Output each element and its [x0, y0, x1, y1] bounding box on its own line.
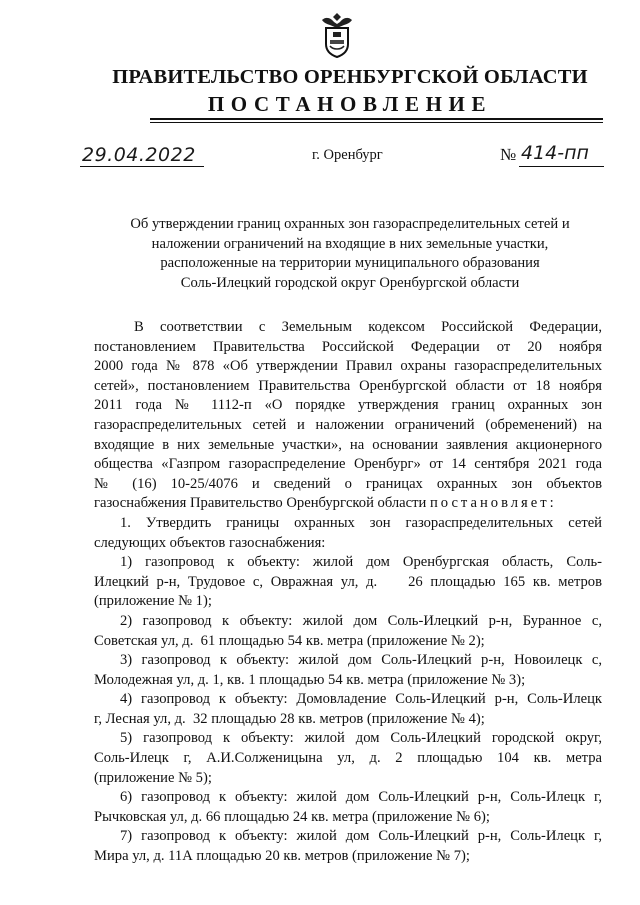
header-rule-thin: [150, 122, 603, 123]
heading-line: расположенные на территории муниципального образования: [160, 255, 540, 271]
preamble-last-line: [94, 494, 602, 514]
subitem-6: [94, 788, 602, 827]
decree-word: постановляет:: [429, 495, 557, 512]
document-heading: [100, 215, 600, 293]
subitem-line: 4) газопровод к объекту: Домовладение Соль-Илецкий р-н, Соль-Илецк: [120, 691, 602, 708]
date-underline: [80, 166, 204, 167]
subitem-line: г, Лесная ул, д. 32 площадью 28 кв. метров (приложение № 4);: [94, 710, 485, 727]
preamble-line: 2000 года № 878 «Об утверждении Правил охраны газораспределительных: [94, 358, 602, 375]
subitem-line: 6) газопровод к объекту: жилой дом Соль-Илецкий р-н, Соль-Илецк г,: [120, 789, 602, 806]
document-city: г. Оренбург: [312, 147, 383, 163]
subitem-1: [94, 553, 602, 612]
organization-title: ПРАВИТЕЛЬСТВО ОРЕНБУРГСКОЙ ОБЛАСТИ: [112, 66, 588, 88]
preamble-line: № (16) 10-25/4076 и сведений о границах охранных зон объектов: [94, 475, 602, 492]
preamble-line: постановлением Правительства Российской Федерации от 20 ноября: [94, 338, 602, 355]
subitem-line: (приложение № 5);: [94, 769, 212, 786]
item-1-paragraph: [94, 514, 602, 553]
subitem-line: Илецкий р-н, Трудовое с, Овражная ул, д. 26 площадью 165 кв. метров: [94, 573, 602, 590]
item-1-line: следующих объектов газоснабжения:: [94, 534, 326, 551]
header-rule-thick: [150, 118, 603, 120]
number-sign: №: [500, 145, 517, 164]
subitem-line: 2) газопровод к объекту: жилой дом Соль-Илецкий р-н, Буранное с,: [120, 612, 602, 629]
subitem-7: [94, 827, 602, 866]
document-number: 414-пп: [521, 142, 589, 164]
preamble-paragraph: [94, 318, 602, 514]
subitem-line: Советская ул, д. 61 площадью 54 кв. метра (приложение № 2);: [94, 632, 485, 649]
subitem-line: Соль-Илецк г, А.И.Солженицына ул, д. 2 площадью 104 кв. метра: [94, 750, 602, 767]
heading-line: Об утверждении границ охранных зон газораспределительных сетей и: [130, 216, 570, 232]
subitem-4: [94, 690, 602, 729]
heading-line: наложении ограничений на входящие в них земельные участки,: [151, 235, 549, 252]
document-body: [94, 318, 602, 867]
subitem-line: Мира ул, д. 11А площадью 20 кв. метров (приложение № 7);: [94, 848, 470, 865]
preamble-line: газоснабжения Правительство Оренбургской области: [94, 495, 427, 512]
subitem-line: Рычковская ул, д. 66 площадью 24 кв. метра (приложение № 6);: [94, 808, 490, 825]
preamble-line: газораспределительных сетей и наложении ограничений (обременений) на: [94, 416, 602, 433]
coat-of-arms-icon: [316, 10, 358, 60]
subitem-2: [94, 612, 602, 651]
subitem-line: (приложение № 1);: [94, 593, 212, 610]
heading-line: Соль-Илецкий городской округ Оренбургской области: [180, 274, 520, 291]
document-type: ПОСТАНОВЛЕНИЕ: [207, 92, 493, 116]
subitem-3: [94, 651, 602, 690]
preamble-line: входящие в них земельные участки», на основании заявления акционерного: [94, 436, 602, 453]
preamble-line: 2011 года № 1112-п «О порядке утверждения границ охранных зон: [94, 397, 602, 414]
item-1-line: 1. Утвердить границы охранных зон газораспределительных сетей: [120, 514, 602, 531]
subitem-5: [94, 729, 602, 788]
preamble-line: общества «Газпром газораспределение Оренбург» от 14 сентября 2021 года: [94, 456, 602, 473]
subitem-line: 7) газопровод к объекту: жилой дом Соль-Илецкий р-н, Соль-Илецк г,: [120, 828, 602, 845]
preamble-line: В соответствии с Земельным кодексом Российской Федерации,: [134, 319, 602, 335]
subitem-line: 5) газопровод к объекту: жилой дом Соль-Илецкий городской округ,: [120, 730, 602, 747]
number-underline: [519, 166, 604, 167]
document-date: 29.04.2022: [82, 144, 196, 166]
subitem-line: 3) газопровод к объекту: жилой дом Соль-Илецкий р-н, Новоилецк с,: [120, 652, 602, 669]
subitem-line: Молодежная ул, д. 1, кв. 1 площадью 54 кв. метра (приложение № 3);: [94, 671, 526, 688]
subitem-line: 1) газопровод к объекту: жилой дом Оренбургская область, Соль-: [120, 554, 602, 571]
preamble-line: сетей», постановлением Правительства Оренбургской области от 18 ноября: [94, 377, 602, 394]
